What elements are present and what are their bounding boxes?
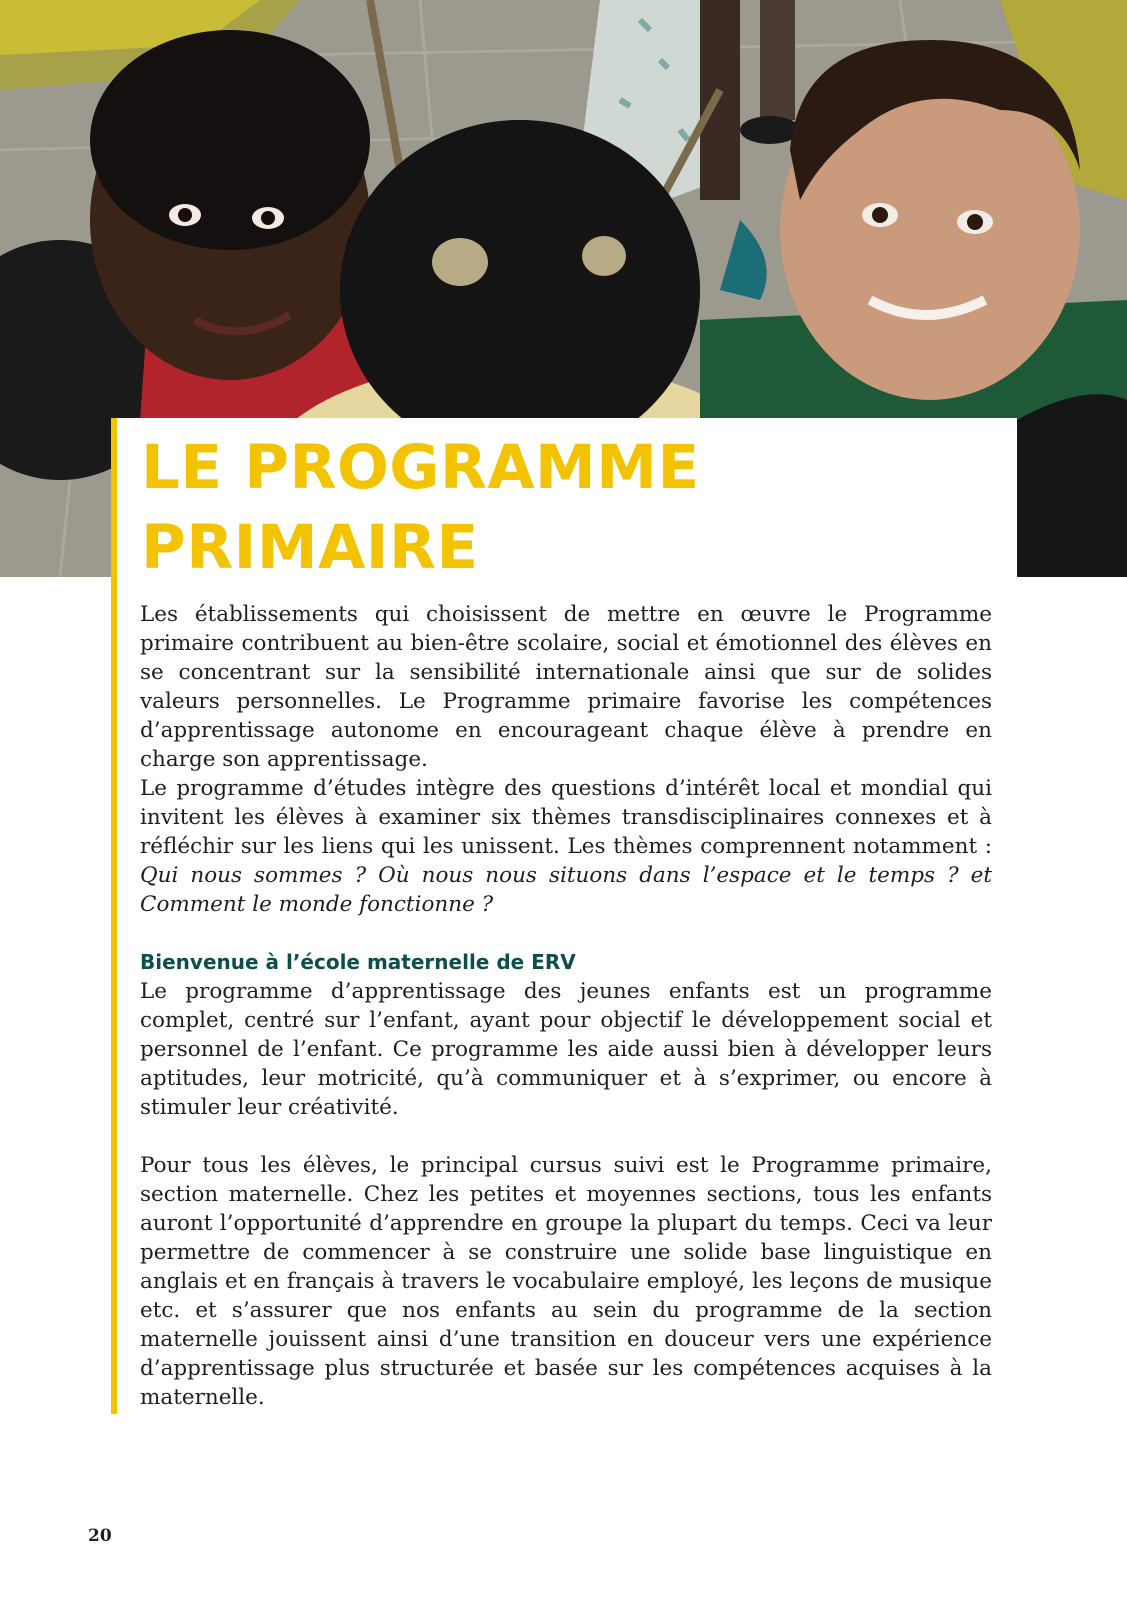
page-title-line-2: PRIMAIRE	[141, 512, 479, 583]
intro-paragraph-2	[140, 774, 992, 919]
intro-paragraph-1: Les établissements qui choisissent de mettre en œuvre le Programme primaire contribuent au bien-être scolaire, social et émotionnel des élèves en se concentrant sur la sensibilité internationale ainsi que sur de solides valeurs personnelles. Le Programme primaire favorise les compétences d’apprentissage autonome en encourageant chaque élève à prendre en charge son apprentissage.	[140, 602, 992, 772]
main-content	[140, 600, 992, 1412]
accent-bar	[111, 418, 117, 1414]
section-heading: Bienvenue à l’école maternelle de ERV	[140, 950, 576, 974]
section-paragraph-1: Le programme d’apprentissage des jeunes enfants est un programme complet, centré sur l’enfant, ayant pour objectif le développement social et personnel de l’enfant. Ce programme les aide aussi bien à développer leurs aptitudes, leur motricité, qu’à communiquer et à s’exprimer, ou encore à stimuler leur créativité.	[140, 979, 992, 1120]
page-title-line-1: LE PROGRAMME	[141, 432, 700, 503]
intro-paragraph-2-themes: Qui nous sommes ? Où nous nous situons dans l’espace et le temps ? et Comment le monde fonctionne ?	[140, 863, 992, 917]
section-paragraph-2: Pour tous les élèves, le principal cursus suivi est le Programme primaire, section maternelle. Chez les petites et moyennes sections, tous les enfants auront l’opportunité d’apprendre en groupe la plupart du temps. Ceci va leur permettre de commencer à se construire une solide base linguistique en anglais et en français à travers le vocabulaire employé, les leçons de musique etc. et s’assurer que nos enfants au sein du programme de la section maternelle jouissent ainsi d’une transition en douceur vers une expérience d’apprentissage plus structurée et basée sur les compétences acquises à la maternelle.	[140, 1153, 992, 1410]
page-title	[141, 428, 981, 588]
page-number: 20	[88, 1526, 112, 1546]
intro-paragraph-2-text: Le programme d’études intègre des questions d’intérêt local et mondial qui invitent les élèves à examiner six thèmes transdisciplinaires connexes et à réfléchir sur les liens qui les unissent. Les thèmes comprennent notamment :	[140, 776, 992, 859]
